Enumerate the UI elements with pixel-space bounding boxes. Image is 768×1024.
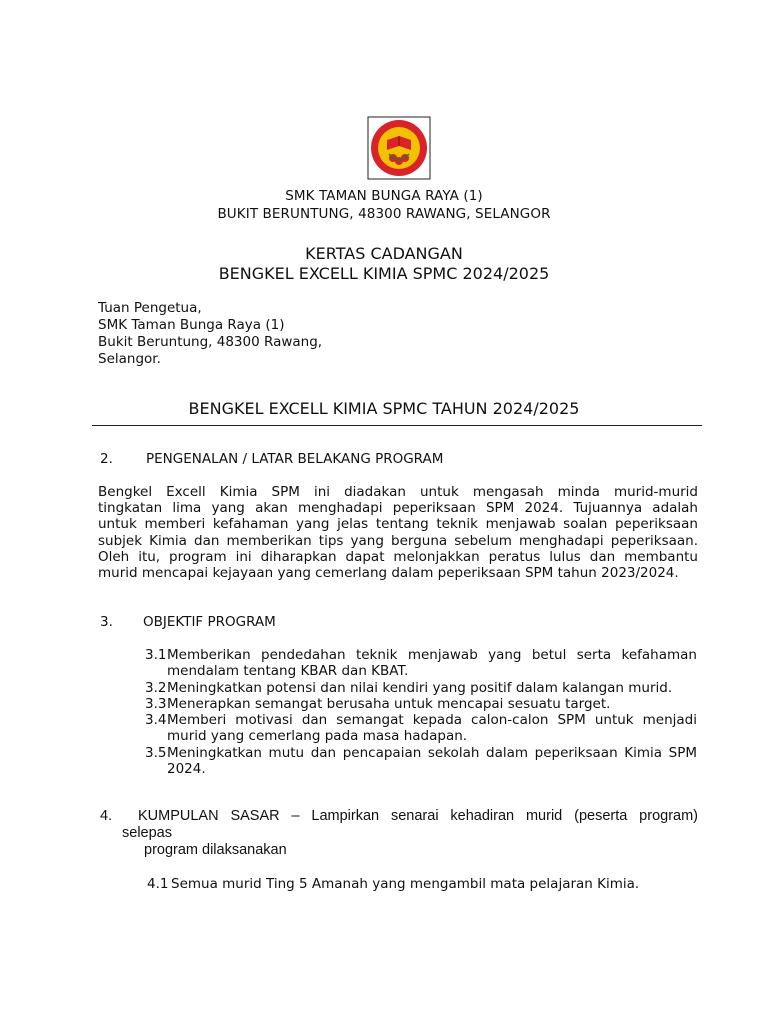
paragraph-line: subjek Kimia dan memberikan tips yang berguna sebelum menghadapi peperiksaan. — [98, 532, 698, 549]
section-4-title: KUMPULAN SASAR – Lampirkan senarai kehadiran murid (peserta program) — [138, 808, 698, 824]
section-4-title-continued: program dilaksanakan — [144, 842, 287, 858]
objective-item — [145, 745, 697, 778]
heading-underline — [92, 425, 702, 426]
document-title: KERTAS CADANGAN — [305, 244, 463, 263]
objective-text: Meningkatkan potensi dan nilai kendiri yang positif dalam kalangan murid. — [167, 679, 673, 696]
objective-text: Menerapkan semangat berusaha untuk mencapai sesuatu target. — [167, 695, 611, 712]
addressee-line: SMK Taman Bunga Raya (1) — [98, 317, 285, 333]
section-2-paragraph — [98, 484, 698, 581]
program-heading: BENGKEL EXCELL KIMIA SPMC TAHUN 2024/2025 — [188, 399, 580, 418]
objective-number: 3.1 — [145, 647, 167, 663]
objectives-list — [145, 647, 697, 777]
school-address: BUKIT BERUNTUNG, 48300 RAWANG, SELANGOR — [217, 206, 551, 222]
section-2-title: PENGENALAN / LATAR BELAKANG PROGRAM — [146, 451, 444, 467]
document-subtitle: BENGKEL EXCELL KIMIA SPMC 2024/2025 — [218, 264, 550, 283]
section-4-number: 4. — [100, 808, 113, 824]
addressee-line: Bukit Beruntung, 48300 Rawang, — [98, 334, 323, 350]
objective-number: 3.3 — [145, 695, 167, 712]
section-4-item-text: Semua murid Ting 5 Amanah yang mengambil mata pelajaran Kimia. — [171, 876, 640, 892]
objective-number: 3.2 — [145, 679, 167, 696]
addressee-line: Tuan Pengetua, — [98, 300, 202, 316]
paragraph-line: tingkatan lima yang akan menghadapi peperiksaan SPM 2024. Tujuannya adalah — [98, 500, 698, 517]
section-4-title-continued: selepas — [122, 825, 172, 841]
objective-item — [145, 712, 697, 745]
paragraph-line: Bengkel Excell Kimia SPM ini diadakan untuk mengasah minda murid-murid — [98, 484, 698, 500]
section-3-title: OBJEKTIF PROGRAM — [143, 614, 276, 630]
objective-item — [145, 647, 697, 680]
addressee-line: Selangor. — [98, 351, 161, 367]
section-3-number: 3. — [100, 614, 113, 630]
objective-item — [145, 680, 697, 696]
objective-text: Meningkatkan mutu dan pencapaian sekolah dalam peperiksaan Kimia SPM 2024. — [167, 744, 697, 778]
paragraph-line: murid mencapai kejayaan yang cemerlang dalam peperiksaan SPM tahun 2023/2024. — [98, 565, 679, 582]
section-2-number: 2. — [100, 451, 113, 467]
addressee-block — [98, 300, 322, 368]
section-4-item-number: 4.1 — [147, 876, 169, 892]
paragraph-line: untuk memberi kefahaman yang jelas tentang teknik menjawab soalan peperiksaan — [98, 516, 698, 533]
school-name: SMK TAMAN BUNGA RAYA (1) — [285, 188, 483, 204]
objective-item — [145, 696, 697, 712]
paragraph-line: Oleh itu, program ini diharapkan dapat melonjakkan peratus lulus dan membantu — [98, 548, 698, 565]
objective-number: 3.5 — [145, 744, 167, 761]
school-crest-logo — [367, 116, 431, 180]
objective-text: Memberikan pendedahan teknik menjawab yang betul serta kefahaman mendalam tentang KBAR dan KBAT. — [167, 647, 697, 680]
objective-number: 3.4 — [145, 712, 167, 729]
objective-text: Memberi motivasi dan semangat kepada calon-calon SPM untuk menjadi murid yang cemerlang pada masa hadapan. — [167, 712, 697, 745]
